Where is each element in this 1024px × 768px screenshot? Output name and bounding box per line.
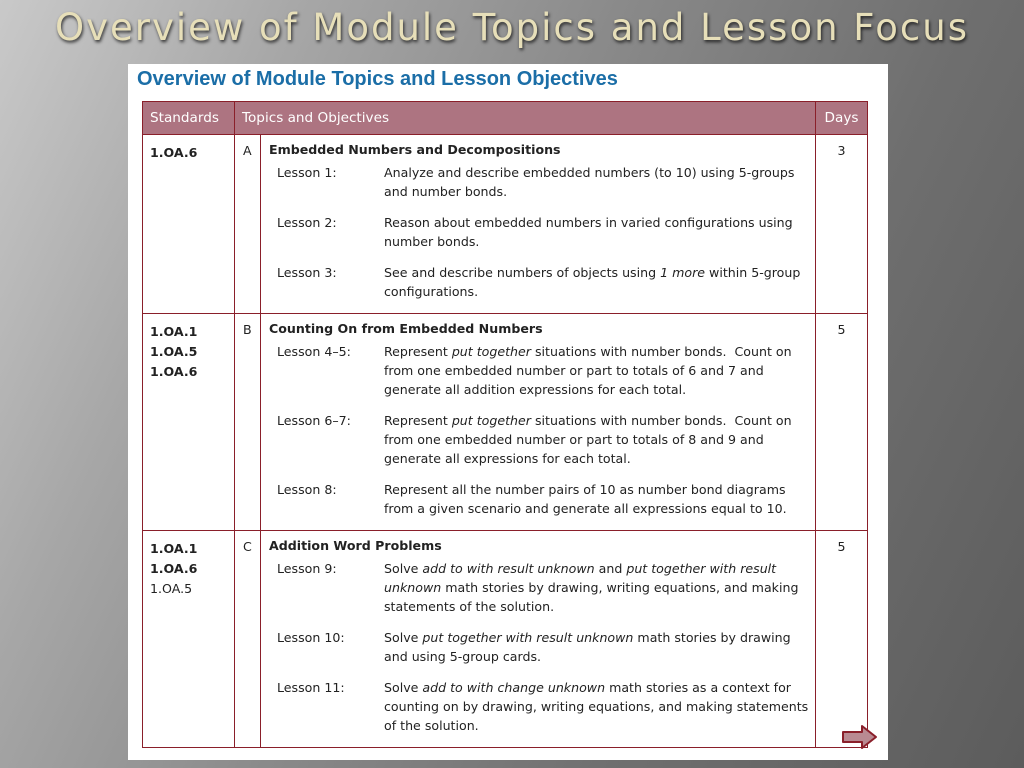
lesson-objective: Solve add to with result unknown and put together with result unknown math stories by drawing, writing equations, and making statements of the solution. [384, 561, 799, 614]
lesson-objective: See and describe numbers of objects using 1 more within 5-group configurations. [384, 265, 801, 299]
topic-row [143, 314, 868, 531]
topic-letter: C [235, 531, 261, 748]
topic-cell [261, 531, 816, 748]
topic-cell [261, 314, 816, 531]
standard-code: 1.OA.1 [150, 324, 198, 339]
topic-row [143, 135, 868, 314]
lesson-name: Lesson 11: [277, 680, 345, 695]
topic-letter: A [235, 135, 261, 314]
topic-title: Embedded Numbers and Decompositions [269, 142, 561, 157]
topic-cell [261, 135, 816, 314]
lesson-name: Lesson 6–7: [277, 413, 351, 428]
lesson-objective: Represent all the number pairs of 10 as number bond diagrams from a given scenario and generate all expressions equal to 10. [384, 482, 787, 516]
objectives-panel [128, 64, 888, 760]
standard-code: 1.OA.6 [150, 364, 198, 379]
standards-cell [143, 314, 235, 531]
lesson-name: Lesson 8: [277, 482, 337, 497]
standard-code: 1.OA.5 [150, 581, 193, 596]
topic-title: Counting On from Embedded Numbers [269, 321, 543, 336]
lesson-item [277, 213, 811, 251]
standard-code: 1.OA.5 [150, 344, 198, 359]
topic-row [143, 531, 868, 748]
next-arrow-icon[interactable] [842, 724, 878, 750]
lesson-name: Lesson 2: [277, 215, 337, 230]
lesson-item [277, 559, 811, 616]
col-header-days: Days [816, 102, 868, 135]
days-cell: 5 [816, 531, 868, 748]
standard-code: 1.OA.6 [150, 561, 198, 576]
lesson-name: Lesson 10: [277, 630, 345, 645]
lesson-objective: Represent put together situations with number bonds. Count on from one embedded number or part to totals of 6 and 7 and generate all addition expressions for each total. [384, 344, 792, 397]
topic-letter: B [235, 314, 261, 531]
col-header-topics: Topics and Objectives [235, 102, 816, 135]
days-cell: 3 [816, 135, 868, 314]
lesson-item [277, 163, 811, 201]
lesson-name: Lesson 4–5: [277, 344, 351, 359]
standards-cell [143, 531, 235, 748]
lesson-name: Lesson 3: [277, 265, 337, 280]
lesson-objective: Represent put together situations with number bonds. Count on from one embedded number or part to totals of 8 and 9 and generate all expressions for each total. [384, 413, 792, 466]
standards-cell [143, 135, 235, 314]
panel-heading: Overview of Module Topics and Lesson Objectives [137, 68, 618, 90]
lesson-name: Lesson 9: [277, 561, 337, 576]
lesson-item [277, 628, 811, 666]
topic-title: Addition Word Problems [269, 538, 442, 553]
col-header-standards: Standards [143, 102, 235, 135]
lesson-item [277, 678, 811, 735]
lesson-objective: Solve put together with result unknown math stories by drawing and using 5-group cards. [384, 630, 791, 664]
objectives-table [142, 101, 868, 748]
lesson-item [277, 411, 811, 468]
slide-title: Overview of Module Topics and Lesson Focus [55, 6, 969, 49]
standard-code: 1.OA.6 [150, 145, 198, 160]
table-header-row [143, 102, 868, 135]
lesson-objective: Solve add to with change unknown math stories as a context for counting on by drawing, writing equations, and making statements of the solution. [384, 680, 809, 733]
lesson-item [277, 342, 811, 399]
lesson-item [277, 263, 811, 301]
lesson-objective: Analyze and describe embedded numbers (to 10) using 5-groups and number bonds. [384, 165, 795, 199]
lesson-item [277, 480, 811, 518]
days-cell: 5 [816, 314, 868, 531]
standard-code: 1.OA.1 [150, 541, 198, 556]
lesson-objective: Reason about embedded numbers in varied configurations using number bonds. [384, 215, 793, 249]
lesson-name: Lesson 1: [277, 165, 337, 180]
